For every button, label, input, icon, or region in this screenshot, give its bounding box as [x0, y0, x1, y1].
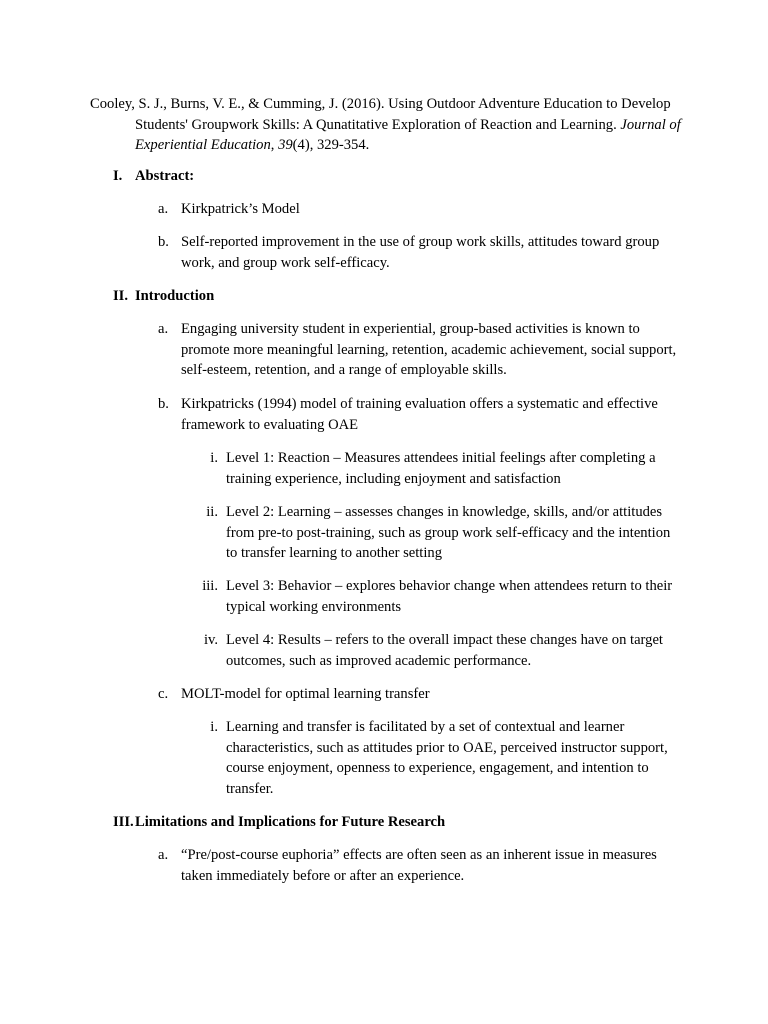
- citation: [90, 94, 725, 156]
- section-number: II.: [113, 288, 129, 304]
- item-text: Level 2: Learning – assesses changes in knowledge, skills, and/or attitudes from pre-to post-training, such as group work self-efficacy and the intention to transfer learning to another setting: [226, 504, 671, 561]
- citation-sep: ,: [270, 137, 279, 153]
- item-marker: i.: [210, 719, 218, 735]
- citation-issue-pages: (4), 329-354.: [292, 137, 370, 153]
- item-text: Self-reported improvement in the use of group work skills, attitudes toward group work, and group work self-efficacy.: [181, 234, 660, 271]
- item-marker: b.: [158, 234, 169, 250]
- item-text: Level 4: Results – refers to the overall impact these changes have on target outcomes, such as improved academic performance.: [226, 632, 663, 669]
- item-text: Kirkpatricks (1994) model of training evaluation offers a systematic and effective framework to evaluating OAE: [181, 396, 658, 433]
- item-text: Level 1: Reaction – Measures attendees initial feelings after completing a training experience, including enjoyment and satisfaction: [226, 450, 656, 487]
- item-text: MOLT-model for optimal learning transfer: [181, 686, 430, 702]
- section-number: I.: [113, 168, 123, 184]
- section-heading: Introduction: [135, 288, 215, 304]
- item-text: Level 3: Behavior – explores behavior change when attendees return to their typical working environments: [226, 578, 673, 615]
- item-marker: ii.: [206, 504, 218, 520]
- item-marker: a.: [158, 847, 169, 863]
- item-marker: b.: [158, 396, 169, 412]
- section-heading: Limitations and Implications for Future Research: [135, 814, 446, 830]
- citation-journal: Journal of Experiential Education: [135, 116, 681, 153]
- citation-volume: 39: [278, 137, 293, 153]
- item-text: Learning and transfer is facilitated by a set of contextual and learner characteristics, such as attitudes prior to OAE, perceived instructor support, course enjoyment, openness to experience, engagement, and intention to transfer.: [226, 719, 668, 797]
- item-marker: a.: [158, 201, 169, 217]
- item-marker: c.: [158, 686, 169, 702]
- item-marker: i.: [210, 450, 218, 466]
- item-text: Engaging university student in experiential, group-based activities is known to promote more meaningful learning, retention, academic achievement, social support, self-esteem, retention, and a range of employable skills.: [181, 321, 677, 378]
- section-number: III.: [113, 814, 134, 830]
- item-text: Kirkpatrick’s Model: [181, 201, 300, 217]
- item-marker: iii.: [202, 578, 218, 594]
- section-heading: Abstract:: [135, 168, 195, 184]
- citation-text: Cooley, S. J., Burns, V. E., & Cumming, J. (2016). Using Outdoor Adventure Education to Develop Students' Groupwork Skills: A Qunatitative Exploration of Reaction and Learning.: [90, 96, 671, 133]
- item-marker: iv.: [203, 632, 218, 648]
- item-marker: a.: [158, 321, 169, 337]
- item-text: “Pre/post-course euphoria” effects are often seen as an inherent issue in measures taken immediately before or after an experience.: [181, 847, 657, 884]
